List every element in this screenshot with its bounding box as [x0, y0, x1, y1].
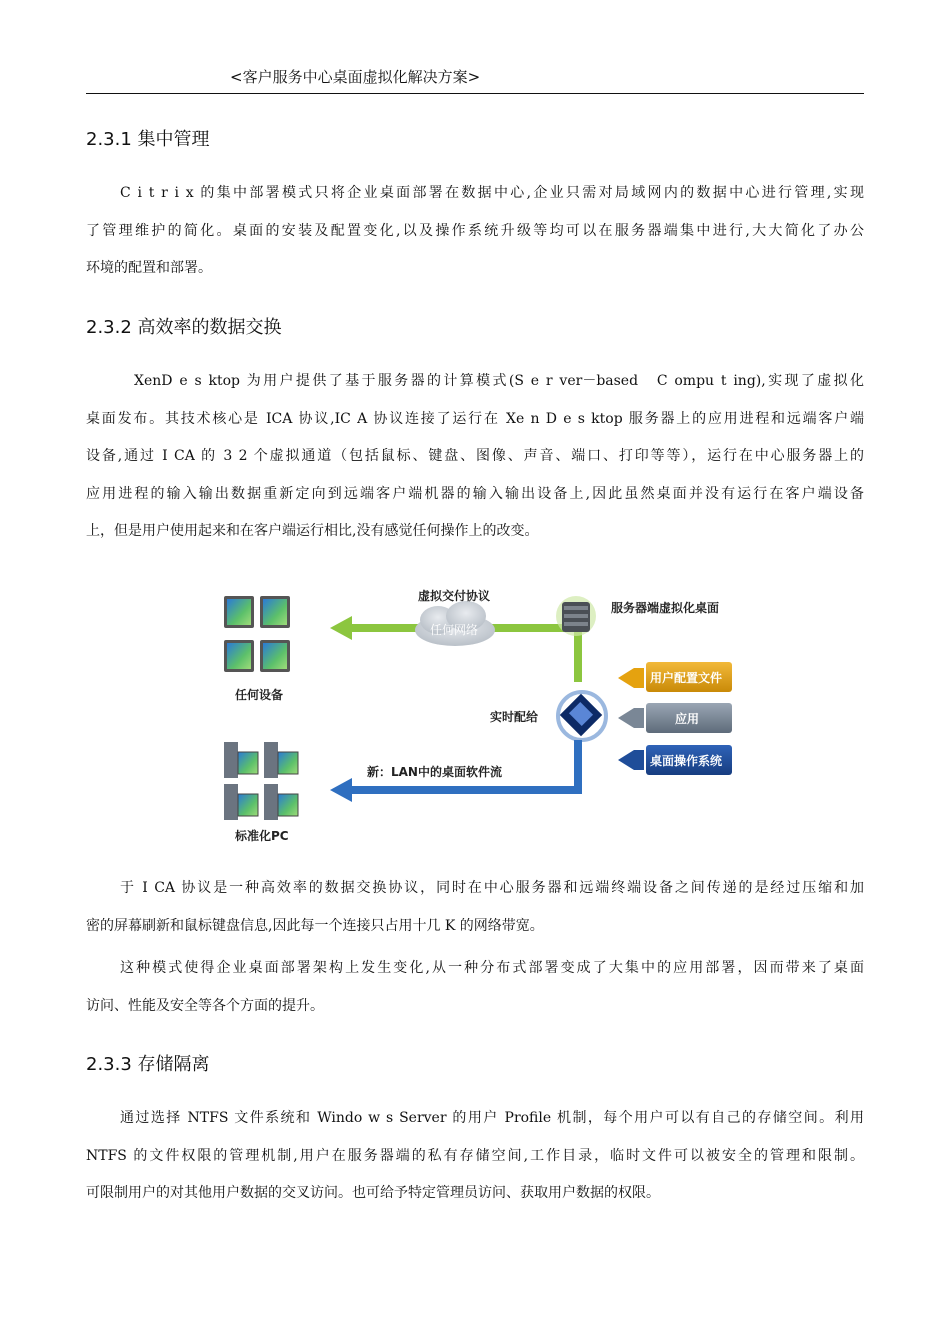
cloud-label: 任何网络	[430, 623, 479, 637]
protocol-label: 虚拟交付协议	[418, 589, 491, 603]
paragraph-line: 应用进程的输入输出数据重新定向到远端客户端机器的输入输出设备上,因此虽然桌面并没有运行在客户端设备	[86, 485, 864, 502]
paragraph-line: 上，但是用户使用起来和在客户端运行相比,没有感觉任何操作上的改变。	[86, 523, 539, 539]
section-2-3-3-paragraph	[86, 1100, 864, 1213]
section-heading-2-3-2: 2.3.2 高效率的数据交换	[86, 317, 282, 338]
monitor-icon	[224, 596, 290, 672]
paragraph-line: C i t r i x 的集中部署模式只将企业桌面部署在数据中心,企业只需对局域网内的数据中心进行管理,实现	[120, 185, 864, 201]
paragraph-line: 于 I CA 协议是一种高效率的数据交换协议，同时在中心服务器和远端终端设备之间传递的是经过压缩和加	[120, 880, 864, 896]
paragraph-line: 设备,通过 I CA 的 3 2 个虚拟通道（包括鼠标、键盘、图像、声音、端口、打印等等），运行在中心服务器上的	[86, 448, 864, 464]
paragraph-line: 通过选择 NTFS 文件系统和 Windo w s Server 的用户 Profile 机制，每个用户可以有自己的存储空间。利用	[120, 1110, 864, 1126]
paragraph-line: 这种模式使得企业桌面部署架构上发生变化,从一种分布式部署变成了大集中的应用部署，因而带来了桌面	[120, 960, 864, 976]
desktop-os-label: 桌面操作系统	[650, 754, 723, 768]
paragraph-line: NTFS 的文件权限的管理机制,用户在服务器端的私有存储空间,工作目录，临时文件可以被安全的管理和限制。	[86, 1147, 864, 1164]
realtime-label: 实时配给	[490, 710, 539, 724]
orange-arrow-stem	[634, 668, 644, 688]
user-profile-label: 用户配置文件	[650, 671, 723, 685]
paragraph-line: 了管理维护的简化。桌面的安装及配置变化,以及操作系统升级等均可以在服务器端集中进行,大大简化了办公	[86, 222, 864, 239]
navy-arrow-stem	[634, 750, 644, 770]
section-heading-2-3-1: 2.3.1 集中管理	[86, 129, 210, 150]
document-header-title: <客户服务中心桌面虚拟化解决方案>	[230, 68, 481, 86]
gray-arrow-head	[618, 708, 634, 728]
section-2-3-2-paragraph-2	[86, 870, 864, 945]
header-divider	[86, 93, 864, 94]
section-heading-2-3-3: 2.3.3 存储隔离	[86, 1054, 210, 1075]
navy-arrow-head	[618, 750, 634, 770]
provisioning-icon	[558, 692, 606, 740]
section-2-3-2-paragraph	[86, 363, 864, 551]
pc-label: 标准化PC	[235, 829, 289, 843]
server-label: 服务器端虚拟化桌面	[611, 601, 720, 615]
paragraph-line: 密的屏幕刷新和鼠标键盘信息,因此每一个连接只占用十几 K 的网络带宽。	[86, 917, 544, 934]
paragraph-line: 访问、性能及安全等各个方面的提升。	[86, 997, 324, 1014]
application-label: 应用	[675, 712, 700, 726]
paragraph-line: 桌面发布。其技术核心是 ICA 协议,IC A 协议连接了运行在 Xe n D e s ktop 服务器上的应用进程和远端客户端	[86, 410, 864, 427]
devices-label: 任何设备	[235, 688, 284, 702]
pc-icon	[224, 742, 298, 820]
architecture-diagram	[210, 578, 750, 848]
paragraph-line: 可限制用户的对其他用户数据的交叉访问。也可给予特定管理员访问、获取用户数据的权限。	[86, 1185, 660, 1201]
server-icon	[556, 596, 596, 636]
paragraph-line: 环境的配置和部署。	[86, 260, 212, 276]
blue-arrow-head	[330, 778, 352, 802]
gray-arrow-stem	[634, 708, 644, 728]
section-2-3-2-paragraph-3	[86, 950, 864, 1025]
section-2-3-1-paragraph	[86, 175, 864, 288]
orange-arrow-head	[618, 668, 634, 688]
green-arrow-head	[330, 616, 352, 640]
lan-label: 新：LAN中的桌面软件流	[367, 765, 502, 779]
paragraph-line: XenD e s ktop 为用户提供了基于服务器的计算模式(S e r ver－based C ompu t ing),实现了虚拟化	[134, 373, 864, 389]
